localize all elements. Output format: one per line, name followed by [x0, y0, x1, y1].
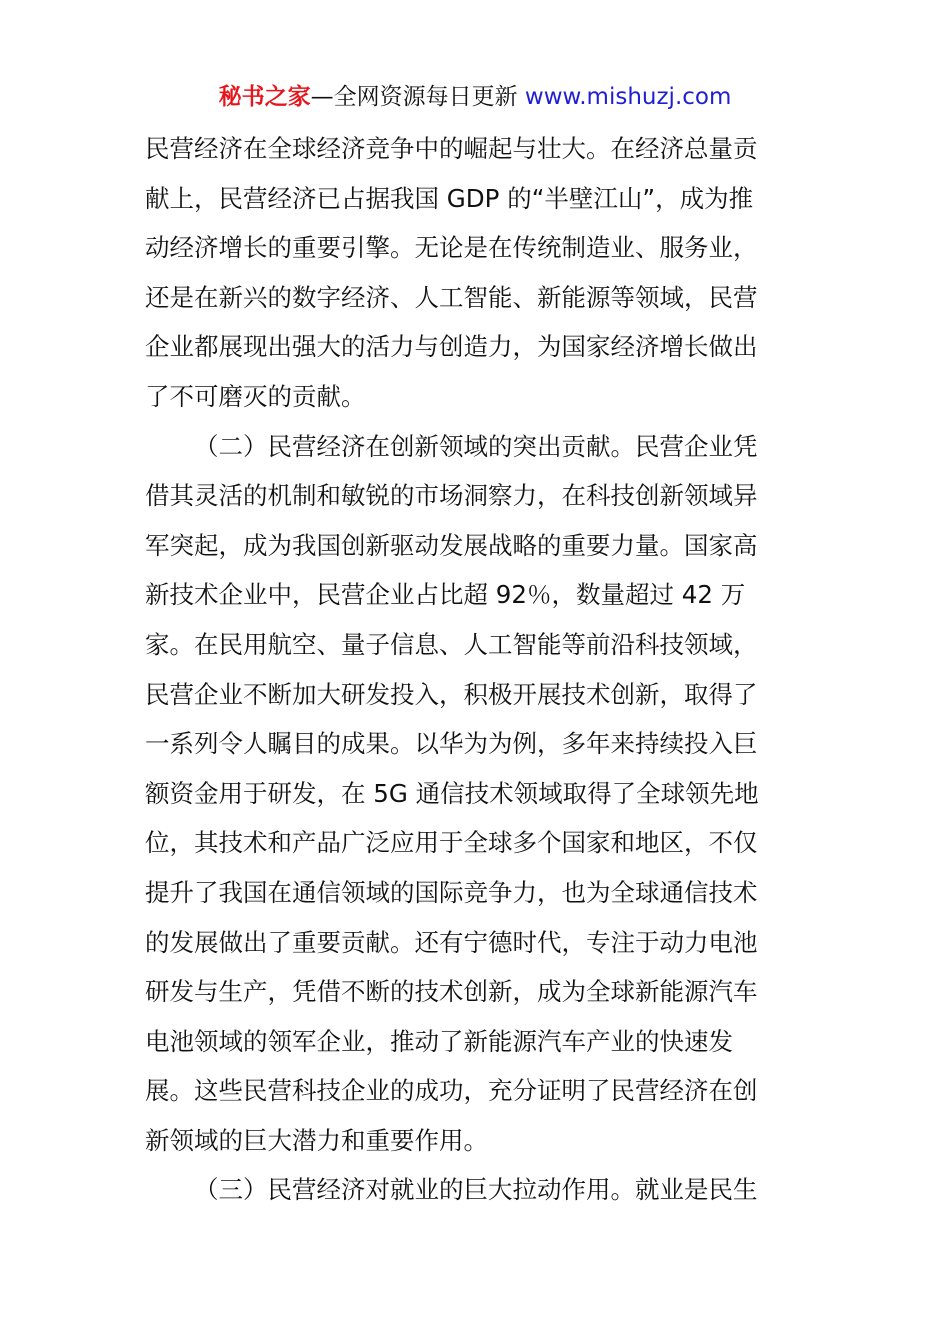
brand-name: 秘书之家: [218, 84, 311, 110]
header-tagline: —全网资源每日更新: [310, 84, 525, 110]
document-body: [145, 124, 815, 1215]
text-line: 额资金用于研发，在 5G 通信技术领域取得了全球领先地: [145, 778, 759, 808]
site-url-link[interactable]: www.mishuzj.com: [524, 84, 732, 110]
text-line: 民营经济在全球经济竞争中的崛起与壮大。在经济总量贡: [145, 134, 758, 163]
text-line: 企业都展现出强大的活力与创造力，为国家经济增长做出: [145, 332, 758, 362]
text-line: 还是在新兴的数字经济、人工智能、新能源等领域，民营: [145, 282, 758, 312]
text-line: 新技术企业中，民营企业占比超 92％，数量超过 42 万: [145, 580, 746, 610]
text-line: 家。在民用航空、量子信息、人工智能等前沿科技领域，: [145, 629, 758, 659]
text-line: 展。这些民营科技企业的成功，充分证明了民营经济在创: [145, 1076, 758, 1106]
text-line: 研发与生产，凭借不断的技术创新，成为全球新能源汽车: [145, 977, 758, 1007]
text-line: 借其灵活的机制和敏锐的市场洞察力，在科技创新领域异: [145, 481, 758, 511]
text-line: 的发展做出了重要贡献。还有宁德时代，专注于动力电池: [145, 927, 758, 957]
text-line: 位，其技术和产品广泛应用于全球多个国家和地区，不仅: [145, 828, 758, 858]
text-line: 电池领域的领军企业，推动了新能源汽车产业的快速发: [145, 1026, 733, 1056]
text-line: 了不可磨灭的贡献。: [145, 381, 366, 411]
text-line: 军突起，成为我国创新驱动发展战略的重要力量。国家高: [145, 530, 758, 560]
text-line: 献上，民营经济已占据我国 GDP 的“半壁江山”，成为推: [145, 183, 754, 213]
text-line: 一系列令人瞩目的成果。以华为为例，多年来持续投入巨: [145, 729, 758, 759]
text-line: 民营企业不断加大研发投入，积极开展技术创新，取得了: [145, 679, 758, 709]
section-heading-line: （三）民营经济对就业的巨大拉动作用。就业是民生: [194, 1175, 758, 1205]
page-header: [0, 80, 950, 114]
section-heading-line: （二）民营经济在创新领域的突出贡献。民营企业凭: [194, 431, 758, 461]
text-line: 动经济增长的重要引擎。无论是在传统制造业、服务业，: [145, 233, 758, 263]
text-line: 新领域的巨大潜力和重要作用。: [145, 1125, 488, 1155]
text-line: 提升了我国在通信领域的国际竞争力，也为全球通信技术: [145, 877, 758, 907]
